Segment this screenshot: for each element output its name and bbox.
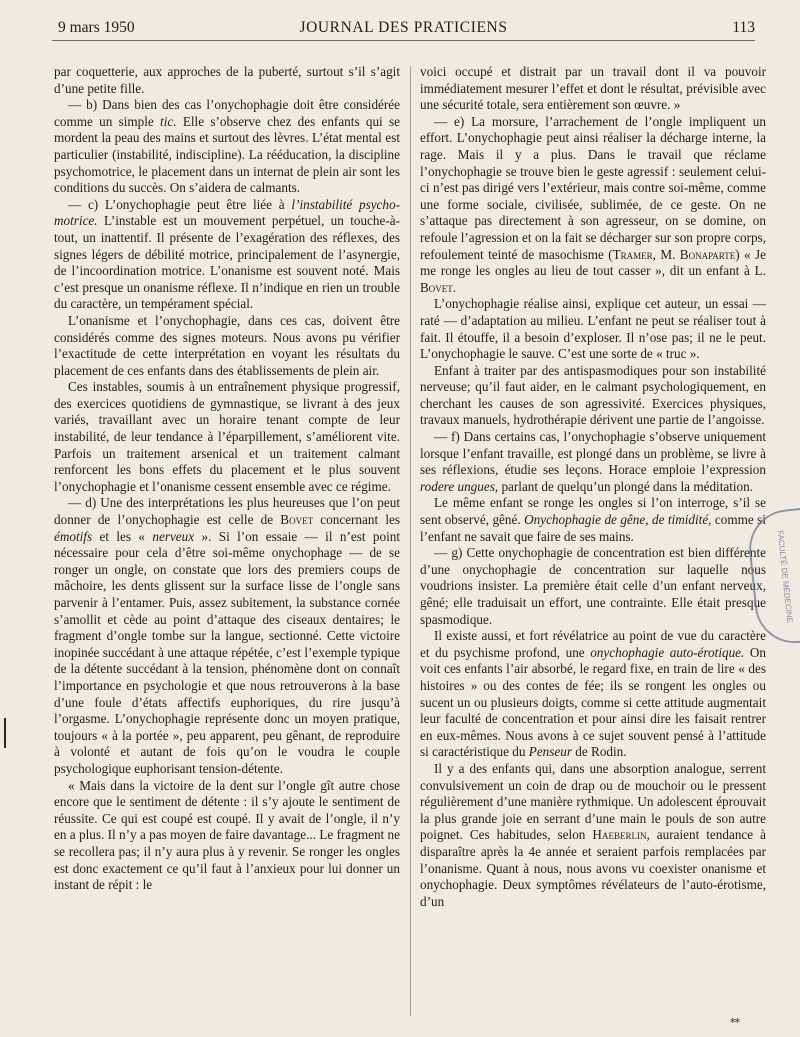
paragraph: — b) Dans bien des cas l’onychophagie doit être considérée comme un simple tic. Elle s’observe chez des enfants qui se mordent la peau des mains et surtout des lèvres. L’état mental est particulier (instabilité, indiscipline). La rééducation, la discipline psychomotrice, le placement dans un internat de plein air sont les conditions du succès. On s’aidera de calmants. [54,97,400,196]
paragraph: — f) Dans certains cas, l’onychophagie s’observe uniquement lorsque l’enfant travaille, est plongé dans un problème, se livre à ses réflexions, étudie ses leçons. Horace emploie l’expression rodere ungues, parlant de quelqu’un plongé dans la méditation. [420,429,766,494]
paragraph: Ces instables, soumis à un entraînement physique progressif, des exercices quotidiens de gymnastique, se livrant à des jeux variés, travaillant avec un horaire tenant compte de leur instabilité, de leur tendance à l’éparpillement, s’améliorent vite. Parfois un traitement arsenical et un traitement calmant renforcent les bons effets du placement et le plus souvent l’onychophagie et l’onanisme cessent ensemble avec ce régime. [54,379,400,494]
paragraph: Il existe aussi, et fort révélatrice au point de vue du caractère et du psychisme profond, une onychophagie auto-érotique. On voit ces enfants l’air absorbé, le regard fixe, en train de lire « des histoires » ou des contes de fée; ils se rongent les ongles ou sucent un ou plusieurs doigts, comme si cette attitude augmentait leur faculté de concentration et pour ainsi dire les faisait rentrer en eux-mêmes. Nous avons à ce sujet souvent pensé à l’attitude si caractéristique du Penseur de Rodin. [420,628,766,760]
emphasis: Penseur [528,744,572,760]
journal-title: JOURNAL DES PRATICIENS [299,19,508,36]
author-name: Bovet [280,512,314,528]
paragraph: Enfant à traiter par des antispasmodiques pour son instabilité nerveuse; qu’il faut aider, en le calmant psychologiquement, en cherchant les causes de son agressivité. Exercices physiques, travaux manuels, hydrothérapie dérivent une partie de l’angoisse. [420,362,766,428]
emphasis: tic. [160,113,177,129]
issue-date: 9 mars 1950 [58,19,135,36]
author-name: Tramer [612,246,653,262]
paragraph: L’onychophagie réalise ainsi, explique cet auteur, un essai — raté — d’adaptation au milieu. L’enfant ne peut se réaliser tout à fait. Il étouffe, il a besoin d’exploser. Il n’ose pas; il ne le peut. L’onychophagie le sauve. C’est une sorte de « truc ». [420,296,766,362]
paragraph: voici occupé et distrait par un travail dont il va pouvoir immédiatement mesurer l’effet et dont le résultat, prévisible avec une sécurité totale, sera entièrement son œuvre. » [420,64,766,113]
emphasis: onychophagie auto-érotique. [590,644,745,660]
emphasis: Onychophagie de gêne, de timidité, [524,512,712,528]
paragraph: Il y a des enfants qui, dans une absorption analogue, serrent convulsivement un coin de drap ou de mouchoir ou le pressent régulièrement d’une manière rythmique. Un adolescent éprouvait la plus grande joie en serrant d’une main le pouls de son autre poignet. Ces habitudes, selon Haeberlin, auraient tendance à disparaître après la 4e année et seraient parfois remplacées par l’onanisme. Quant à nous, nous avons vu coexister onanisme et onychophagie. Deux symptômes révélateurs de l’auto-érotisme, d’un [420,760,766,909]
paragraph: — e) La morsure, l’arrachement de l’ongle impliquent un effort. L’onychophagie peut ainsi réaliser la décharge interne, la rage. Mais il y a plus. Dans le travail que réclame l’onychophagie se trouve bien le geste agressif : seulement celui-ci n’est pas dirigé vers l’extérieur, mais contre soi-même, comme une forme sociale, civilisée, sublimée, de ce geste. On ne s’attaque pas directement à son agresseur, on se domine, on refoule l’agression et on la fait se décharger sur son propre corps, refoulement teinté de masochisme (Tramer, M. Bonaparte) « Je me ronge les ongles au lieu de tout casser », dit un enfant à L. Bovet. [420,113,766,295]
paragraph: par coquetterie, aux approches de la puberté, surtout s’il s’agit d’une petite fille. [54,64,400,96]
emphasis: nerveux [152,528,195,544]
paragraph: — d) Une des interprétations les plus heureuses que l’on peut donner de l’onychophagie est celle de Bovet concernant les émotifs et les « nerveux ». Si l’on essaie — il n’est point nécessaire pour cela d’être soi-même onychophage — de se ronger un ongle, on constate que lors des premiers coups de mâchoire, les dents glissent sur la surface lisse de l’ongle sans parvenir à l’entamer. Puis, assez subitement, la substance cornée s’amollit et cède au point d’attaque des ciseaux dentaires; le fragment d’ongle tombe sur la langue, sectionné. Cette victoire inopinée succédant à une attaque répétée, c’est l’exemple typique de la détente succédant à la tension, phénomène dont on connaît l’importance en psychologie et que nous retrouverons à la base d’une foule d’états affectifs euphoriques, du rire jusqu’à l’orgasme. L’onychophagie représente donc un moyen pratique, toujours « à la portée », peu apparent, peu gênant, de reproduire à volonté et autant de fois qu’on le voudra le couple psychologique euphorisant tension-détente. [54,495,400,776]
author-name: Haeberlin [592,827,647,843]
footer-mark: ** [730,1016,739,1029]
page-number: 113 [732,19,755,36]
library-stamp: FACULTÉ DE MÉDECINE [745,507,800,647]
emphasis: émotifs [54,528,93,544]
right-column [420,64,766,1024]
column-divider [410,66,411,1016]
emphasis: rodere ungues, [420,478,499,494]
author-name: Bonaparte [679,246,736,262]
paragraph: — g) Cette onychophagie de concentration est bien différente d’une onychophagie de concentration sur laquelle nous voudrions insister. La première était celle d’un enfant nerveux, gêné; elle traduisait un effort, une contrainte. Elle était presque spasmodique. [420,545,766,627]
paragraph: « Mais dans la victoire de la dent sur l’ongle gît autre chose encore que le sentiment de détente : il s’y ajoute le sentiment de réussite. Ce qui est coupé est coupé. Il y avait de l’ongle, il n’y en a plus. Il n’y a pas moyen de faire davantage... Le fragment ne se recollera pas; il n’y aura plus à y revenir. Se ronger les ongles est donc exactement ce qu’il faut à l’anxieux pour lui donner un instant de répit : le [54,777,400,893]
page-header [52,18,755,41]
left-column [54,64,400,1024]
paragraph: Le même enfant se ronge les ongles si l’on interroge, s’il se sent observé, gêné. Onychophagie de gêne, de timidité, comme si l’enfant ne savait que faire de ses mains. [420,495,766,544]
emphasis: l’instabilité psycho-motrice. [54,196,400,229]
author-name: Bovet [420,279,453,295]
paragraph: L’onanisme et l’onychophagie, dans ces cas, doivent être considérés comme des signes moteurs. Nous avons pu vérifier l’exactitude de cette interprétation en voyant les résultats du placement de ces enfants dans des établissements de plein air. [54,312,400,378]
paragraph: — c) L’onychophagie peut être liée à l’instabilité psycho-motrice. L’instable est un mouvement perpétuel, un touche-à-tout, un inattentif. Il présente de l’exagération des réflexes, des signes légers de débilité motrice, principalement de l’asynergie, de l’incoordination motrice. L’onanisme est souvent noté. Mais c’est presque un onanisme réflexe. Il n’indique en rien un trouble du caractère, un tempérament spécial. [54,196,400,312]
margin-mark [4,718,6,748]
